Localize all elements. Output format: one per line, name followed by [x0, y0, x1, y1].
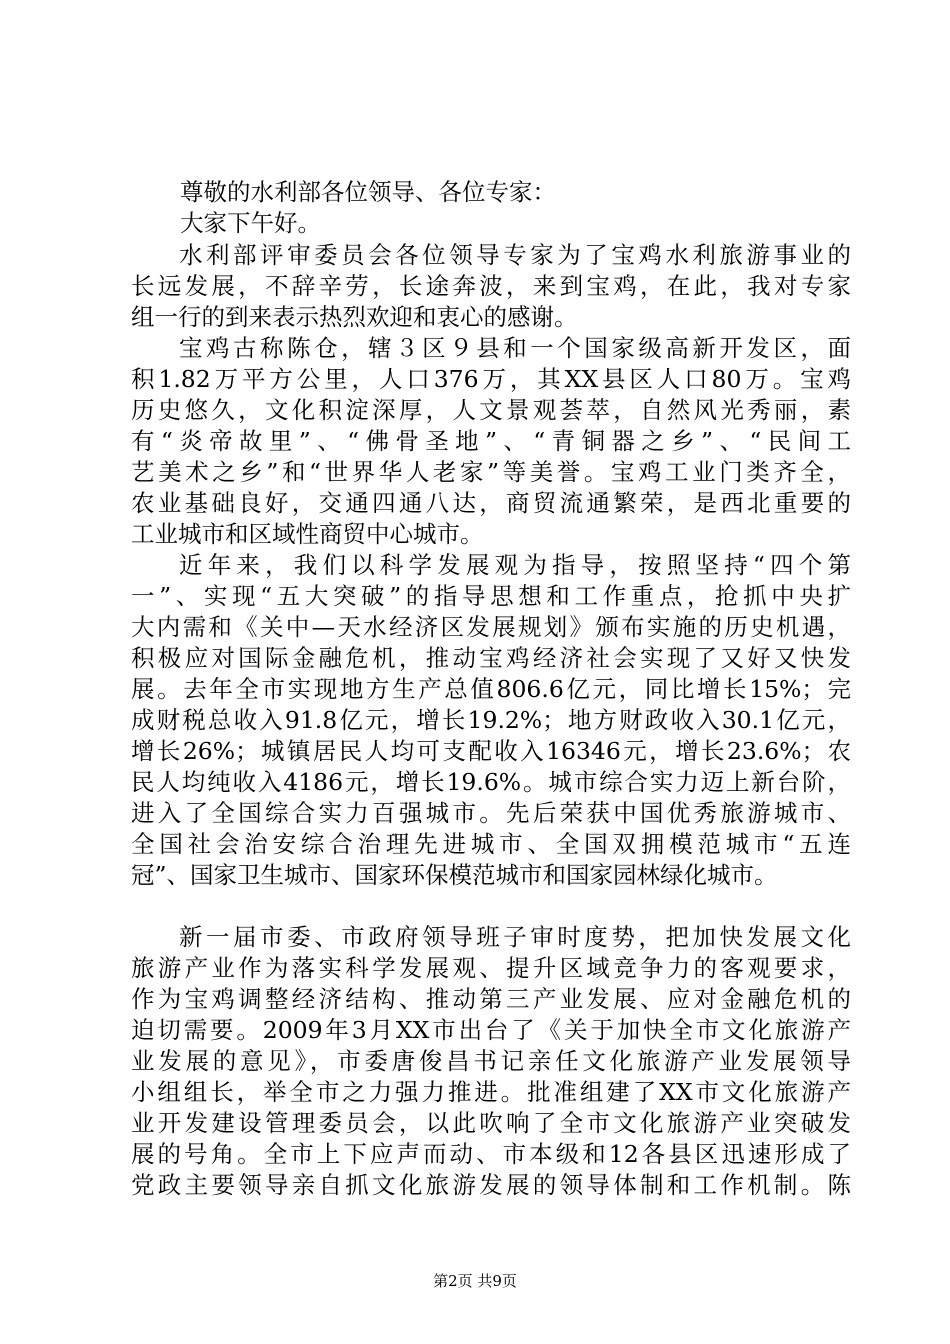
paragraph-line: 进入了全国综合实力百强城市。先后荣获中国优秀旅游城市、 — [131, 799, 851, 827]
paragraph-line: 作为宝鸡调整经济结构、推动第三产业发展、应对金融危机的 — [131, 985, 851, 1013]
paragraph-line: 业开发建设管理委员会，以此吹响了全市文化旅游产业突破发 — [131, 1109, 851, 1137]
paragraph-line: 成财税总收入91.8亿元，增长19.2%；地方财政收入30.1亿元， — [131, 706, 851, 734]
paragraph-line: 旅游产业作为落实科学发展观、提升区域竞争力的客观要求， — [131, 954, 851, 982]
paragraph-line: 组一行的到来表示热烈欢迎和衷心的感谢。 — [131, 303, 578, 331]
page-number-footer: 第2页 共9页 — [433, 1272, 517, 1290]
paragraph-line: 农业基础良好，交通四通八达，商贸流通繁荣，是西北重要的 — [131, 489, 851, 517]
paragraph-line: 小组组长，举全市之力强力推进。批准组建了XX市文化旅游产 — [131, 1078, 851, 1106]
paragraph-line: 艺美术之乡”和“世界华人老家”等美誉。宝鸡工业门类齐全， — [131, 458, 851, 486]
paragraph-line: 水利部评审委员会各位领导专家为了宝鸡水利旅游事业的 — [179, 241, 851, 269]
paragraph-line: 工业城市和区域性商贸中心城市。 — [131, 520, 484, 548]
paragraph-line: 业发展的意见》，市委唐俊昌书记亲任文化旅游产业发展领导 — [131, 1047, 851, 1075]
paragraph-line: 宝鸡古称陈仓，辖３区９县和一个国家级高新开发区，面 — [179, 334, 851, 362]
paragraph-line: 民人均纯收入4186元，增长19.6%。城市综合实力迈上新台阶， — [131, 768, 851, 796]
paragraph-line: 增长26%；城镇居民人均可支配收入16346元，增长23.6%；农 — [131, 737, 851, 765]
paragraph-line: 展。去年全市实现地方生产总值806.6亿元，同比增长15%；完 — [131, 675, 851, 703]
paragraph-line: 大内需和《关中—天水经济区发展规划》颁布实施的历史机遇， — [131, 613, 851, 641]
paragraph-line: 党政主要领导亲自抓文化旅游发展的领导体制和工作机制。陈 — [131, 1171, 851, 1199]
paragraph-line: 展的号角。全市上下应声而动、市本级和12各县区迅速形成了 — [131, 1140, 851, 1168]
salutation: 尊敬的水利部各位领导、各位专家： — [180, 178, 556, 206]
paragraph-line: 全国社会治安综合治理先进城市、全国双拥模范城市“五连 — [131, 830, 851, 858]
greeting: 大家下午好。 — [180, 209, 321, 237]
paragraph-line: 有“炎帝故里”、“佛骨圣地”、“青铜器之乡”、“民间工 — [131, 427, 851, 455]
paragraph-line: 积极应对国际金融危机，推动宝鸡经济社会实现了又好又快发 — [131, 644, 851, 672]
paragraph-line: 历史悠久，文化积淀深厚，人文景观荟萃，自然风光秀丽，素 — [131, 396, 851, 424]
paragraph-line: 近年来，我们以科学发展观为指导，按照坚持“四个第 — [179, 551, 851, 579]
paragraph-line: 积1.82万平方公里，人口376万，其XX县区人口80万。宝鸡 — [131, 365, 851, 393]
paragraph-line: 新一届市委、市政府领导班子审时度势，把加快发展文化 — [179, 923, 851, 951]
paragraph-line: 冠”、国家卫生城市、国家环保模范城市和国家园林绿化城市。 — [131, 861, 778, 889]
paragraph-line: 一”、实现“五大突破”的指导思想和工作重点，抢抓中央扩 — [131, 582, 851, 610]
paragraph-line: 长远发展，不辞辛劳，长途奔波，来到宝鸡，在此，我对专家 — [131, 272, 851, 300]
paragraph-line: 迫切需要。2009年3月XX市出台了《关于加快全市文化旅游产 — [131, 1016, 851, 1044]
